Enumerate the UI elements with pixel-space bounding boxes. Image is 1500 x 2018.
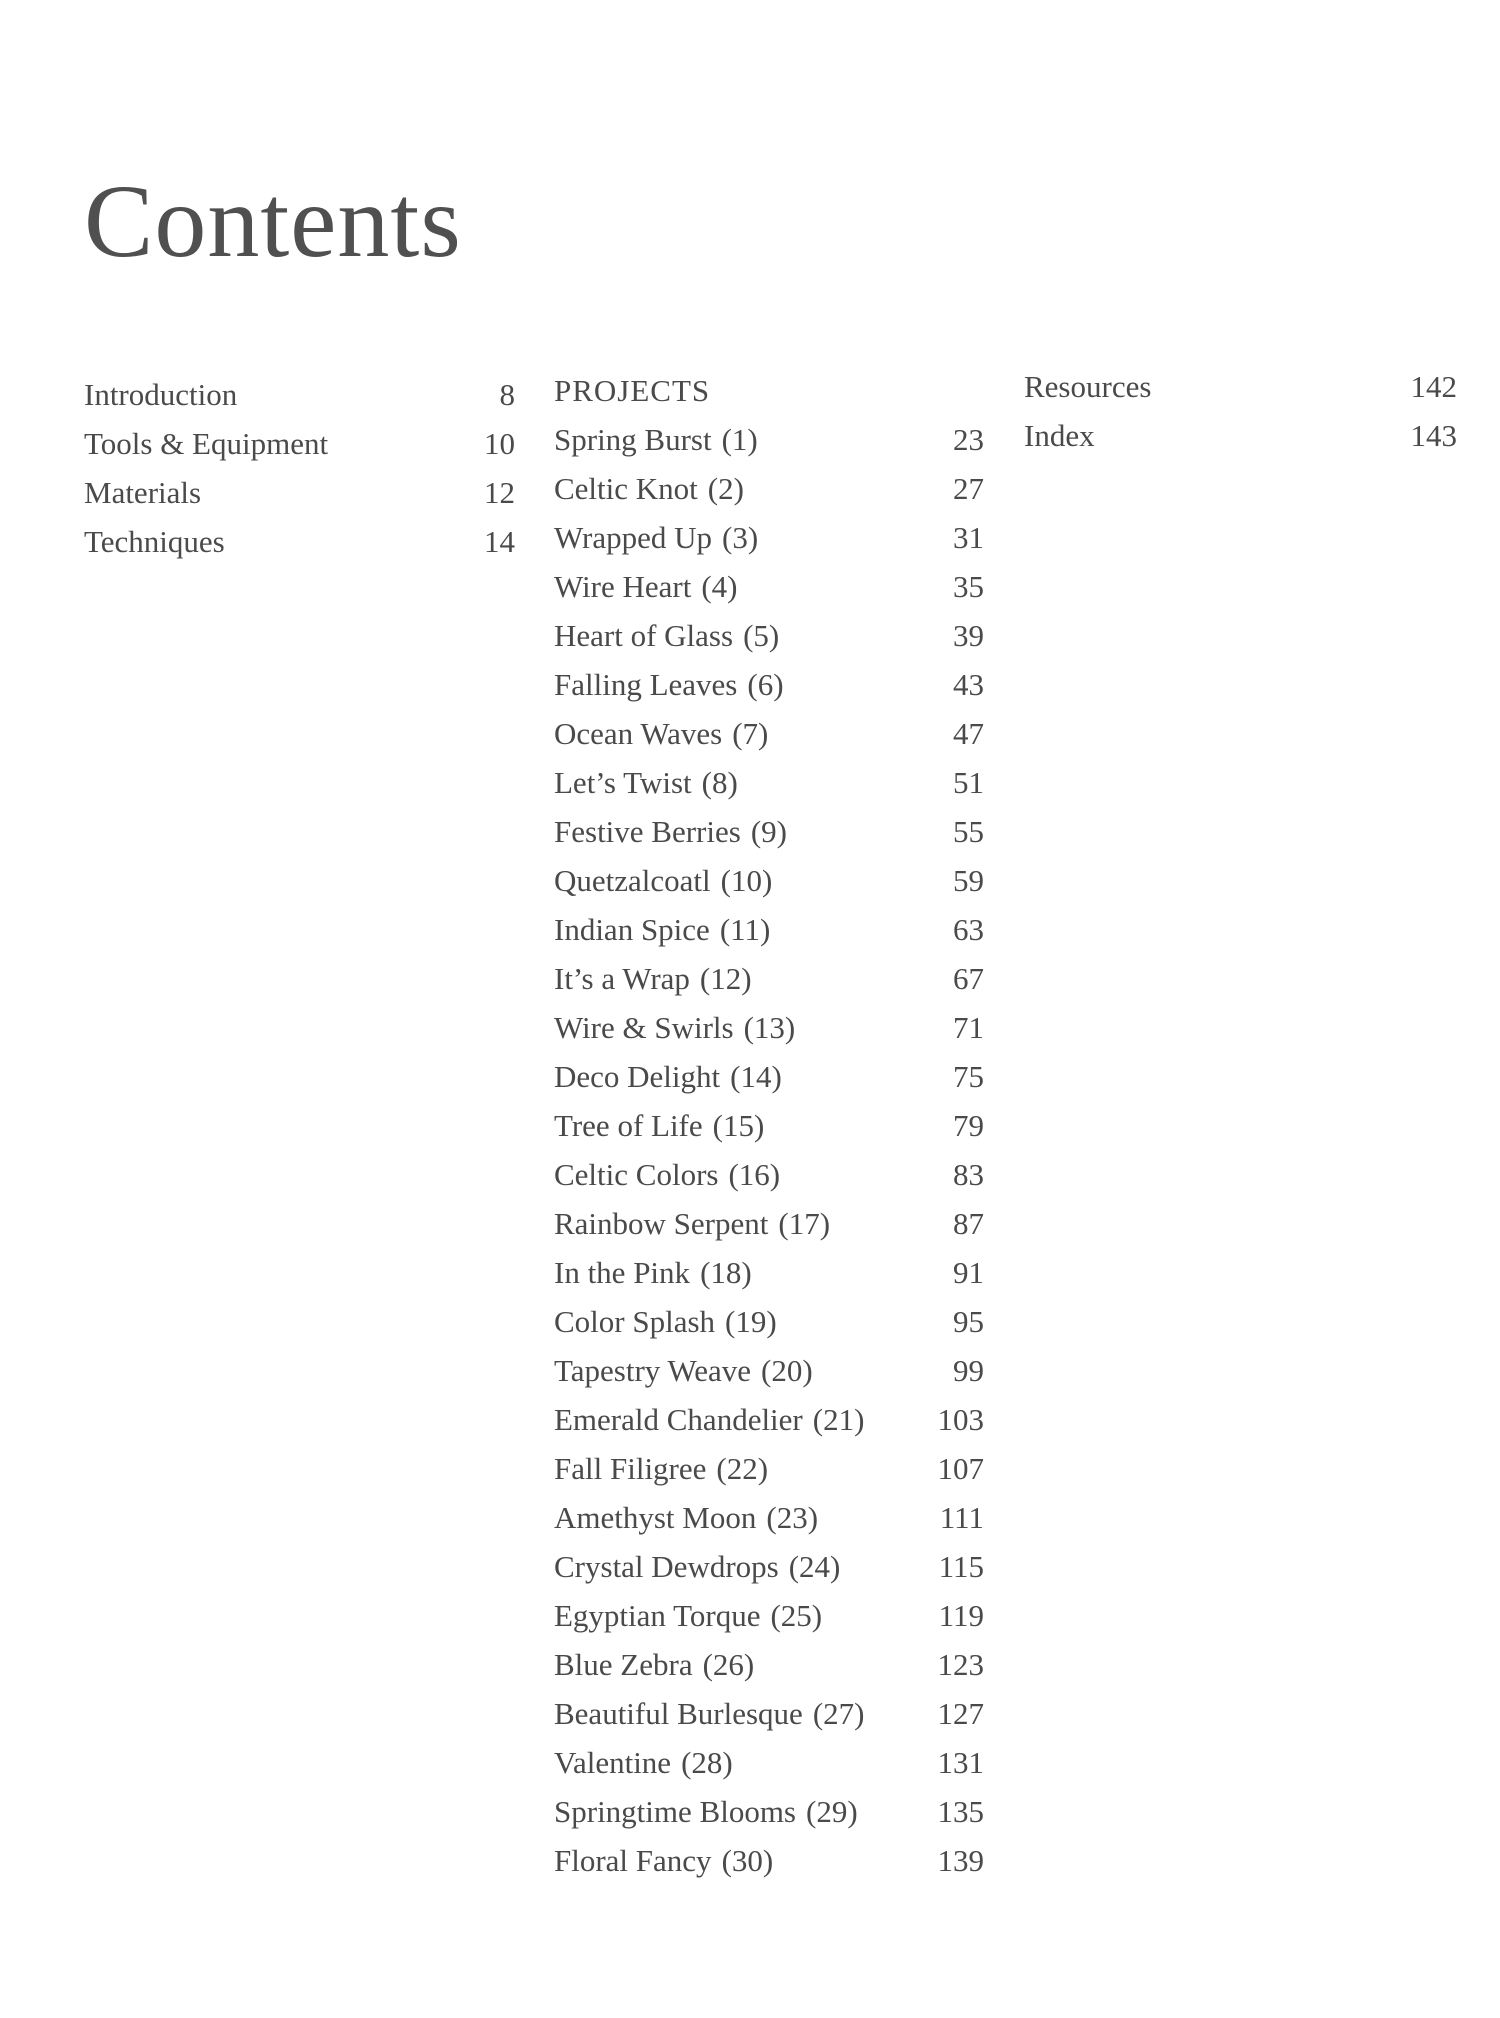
toc-entry-title [554, 513, 758, 562]
toc-entry[interactable] [554, 1003, 984, 1052]
toc-entry[interactable] [554, 1591, 984, 1640]
page-number: 63 [953, 912, 984, 947]
page-number: 12 [484, 475, 515, 510]
project-number: (12) [699, 961, 752, 996]
toc-entry[interactable] [554, 1346, 984, 1395]
toc-entry[interactable] [554, 758, 984, 807]
front-matter-list [84, 370, 515, 566]
toc-entry-title [554, 807, 787, 856]
toc-entry-label: Rainbow Serpent [554, 1206, 769, 1241]
toc-entry-title [554, 1640, 754, 1689]
back-matter-list [1024, 362, 1457, 460]
project-number: (10) [720, 863, 773, 898]
toc-entry[interactable] [554, 1787, 984, 1836]
page-number: 115 [938, 1549, 984, 1584]
toc-entry[interactable] [554, 562, 984, 611]
project-number: (14) [730, 1059, 782, 1094]
page-number: 14 [484, 524, 515, 559]
toc-entry-title [554, 1689, 864, 1738]
toc-entry-label: Wrapped Up [554, 520, 712, 555]
page-number: 27 [953, 471, 984, 506]
toc-entry[interactable] [84, 468, 515, 517]
toc-entry[interactable] [554, 611, 984, 660]
toc-entry-label: Indian Spice [554, 912, 710, 947]
toc-entry-title [554, 1150, 780, 1199]
toc-entry[interactable] [554, 1640, 984, 1689]
toc-entry[interactable] [554, 415, 984, 464]
toc-entry-title [554, 1591, 822, 1640]
project-number: (25) [770, 1598, 823, 1633]
toc-entry-title [554, 856, 772, 905]
page-number: 23 [953, 422, 984, 457]
page-number: 91 [953, 1255, 984, 1290]
toc-entry-label: Celtic Knot [554, 471, 698, 506]
projects-list [554, 366, 984, 1885]
project-number: (8) [701, 765, 738, 800]
project-number: (13) [743, 1010, 796, 1045]
project-number: (19) [725, 1304, 777, 1339]
page-number: 99 [953, 1353, 984, 1388]
toc-entry-title [554, 1395, 864, 1444]
page-number: 142 [1410, 369, 1457, 404]
page-number: 139 [937, 1843, 984, 1878]
page-number: 71 [953, 1010, 984, 1045]
toc-entry[interactable] [1024, 362, 1457, 411]
toc-entry-label: Blue Zebra [554, 1647, 693, 1682]
page-number: 35 [953, 569, 984, 604]
project-number: (2) [707, 471, 744, 506]
toc-entry-title [554, 562, 737, 611]
toc-entry-title [554, 1542, 840, 1591]
toc-entry-title [554, 1346, 813, 1395]
page-number: 119 [938, 1598, 984, 1633]
toc-entry[interactable] [554, 1101, 984, 1150]
toc-entry-label: Floral Fancy [554, 1843, 712, 1878]
toc-entry-label: Index [1024, 418, 1095, 453]
project-number: (18) [700, 1255, 752, 1290]
toc-entry-label: Quetzalcoatl [554, 863, 711, 898]
page-number: 107 [937, 1451, 984, 1486]
toc-entry[interactable] [84, 419, 515, 468]
toc-entry-label: Egyptian Torque [554, 1598, 761, 1633]
toc-entry[interactable] [554, 1836, 984, 1885]
project-number: (24) [788, 1549, 841, 1584]
project-number: (22) [716, 1451, 769, 1486]
page-number: 67 [953, 961, 984, 996]
toc-entry-title [554, 660, 784, 709]
toc-entry-label: Springtime Blooms [554, 1794, 796, 1829]
toc-entry-title [554, 415, 758, 464]
toc-entry[interactable] [554, 1199, 984, 1248]
toc-entry-title [84, 370, 237, 419]
toc-entry-label: Falling Leaves [554, 667, 738, 702]
toc-entry[interactable] [554, 954, 984, 1003]
page-number: 43 [953, 667, 984, 702]
page-number: 87 [953, 1206, 984, 1241]
page-number: 83 [953, 1157, 984, 1192]
page-number: 111 [939, 1500, 984, 1535]
toc-entry[interactable] [554, 1150, 984, 1199]
toc-entry-label: Tools & Equipment [84, 426, 329, 461]
page-number: 75 [953, 1059, 984, 1094]
toc-entry-label: Celtic Colors [554, 1157, 719, 1192]
toc-entry-title [554, 1738, 733, 1787]
toc-entry-title [554, 954, 752, 1003]
toc-entry[interactable] [554, 513, 984, 562]
toc-entry-label: Wire & Swirls [554, 1010, 734, 1045]
page-number: 51 [953, 765, 984, 800]
toc-entry-title [554, 1248, 752, 1297]
toc-entry-title [1024, 411, 1095, 460]
toc-entry-title [554, 1052, 782, 1101]
project-number: (30) [721, 1843, 774, 1878]
toc-entry-label: Techniques [84, 524, 225, 559]
toc-entry-title [554, 1444, 768, 1493]
project-number: (23) [766, 1500, 819, 1535]
project-number: (7) [732, 716, 769, 751]
toc-entry[interactable] [554, 709, 984, 758]
project-number: (5) [743, 618, 780, 653]
page-number: 131 [937, 1745, 984, 1780]
toc-entry-label: Introduction [84, 377, 238, 412]
project-number: (20) [761, 1353, 813, 1388]
project-number: (3) [722, 520, 759, 555]
toc-entry[interactable] [554, 1395, 984, 1444]
toc-entry-title [554, 1101, 764, 1150]
page-number: 8 [499, 377, 515, 412]
project-number: (9) [750, 814, 787, 849]
toc-entry-title [84, 419, 328, 468]
toc-entry-title [554, 1836, 773, 1885]
project-number: (28) [681, 1745, 733, 1780]
toc-entry-title [554, 758, 738, 807]
page-number: 31 [953, 520, 984, 555]
page-number: 143 [1410, 418, 1457, 453]
toc-entry[interactable] [554, 1444, 984, 1493]
toc-entry-title [84, 517, 225, 566]
toc-entry-label: Emerald Chandelier [554, 1402, 803, 1437]
toc-entry-label: It’s a Wrap [554, 961, 690, 996]
toc-entry[interactable] [554, 1738, 984, 1787]
toc-entry-label: Valentine [554, 1745, 672, 1780]
toc-entry[interactable] [554, 1542, 984, 1591]
toc-entry[interactable] [554, 1052, 984, 1101]
toc-entry-label: Fall Filigree [554, 1451, 707, 1486]
toc-entry-title [554, 1003, 795, 1052]
project-number: (26) [702, 1647, 755, 1682]
toc-entry-title [554, 1787, 858, 1836]
project-number: (29) [806, 1794, 858, 1829]
toc-entry[interactable] [554, 905, 984, 954]
toc-entry[interactable] [554, 1297, 984, 1346]
project-number: (1) [721, 422, 758, 457]
toc-entry[interactable] [1024, 411, 1457, 460]
projects-heading-row [554, 366, 984, 415]
toc-entry-title [554, 1493, 818, 1542]
page-title: Contents [84, 163, 462, 279]
toc-entry-title [554, 709, 768, 758]
toc-entry-label: Materials [84, 475, 202, 510]
toc-entry[interactable] [554, 807, 984, 856]
page-number: 135 [937, 1794, 984, 1829]
toc-entry-label: Crystal Dewdrops [554, 1549, 779, 1584]
project-number: (27) [812, 1696, 865, 1731]
toc-entry-title [554, 905, 770, 954]
project-number: (4) [701, 569, 738, 604]
toc-entry-title [554, 464, 744, 513]
toc-entry[interactable] [554, 660, 984, 709]
page-number: 39 [953, 618, 984, 653]
toc-entry-title [1024, 362, 1151, 411]
page-number: 95 [953, 1304, 984, 1339]
project-number: (11) [719, 912, 771, 947]
project-number: (6) [747, 667, 784, 702]
page-number: 123 [937, 1647, 984, 1682]
toc-entry-label: Ocean Waves [554, 716, 723, 751]
toc-entry-label: Spring Burst [554, 422, 712, 457]
project-number: (15) [712, 1108, 765, 1143]
project-number: (17) [778, 1206, 831, 1241]
page-number: 10 [484, 426, 515, 461]
page-number: 59 [953, 863, 984, 898]
toc-entry[interactable] [554, 856, 984, 905]
page-number: 103 [937, 1402, 984, 1437]
toc-entry-label: Festive Berries [554, 814, 741, 849]
toc-entry-label: Deco Delight [554, 1059, 721, 1094]
toc-entry-label: Beautiful Burlesque [554, 1696, 803, 1731]
toc-entry[interactable] [84, 517, 515, 566]
toc-entry-label: Resources [1024, 369, 1152, 404]
toc-entry-label: Wire Heart [554, 569, 692, 604]
toc-entry[interactable] [84, 370, 515, 419]
toc-entry-label: Let’s Twist [554, 765, 692, 800]
project-number: (16) [728, 1157, 781, 1192]
page-number: 55 [953, 814, 984, 849]
toc-entry-title [554, 1297, 777, 1346]
toc-entry-label: Color Splash [554, 1304, 716, 1339]
toc-entry-label: In the Pink [554, 1255, 691, 1290]
toc-entry-title [84, 468, 201, 517]
projects-heading: PROJECTS [554, 373, 711, 408]
toc-entry-title [554, 611, 779, 660]
toc-entry[interactable] [554, 1248, 984, 1297]
toc-entry-label: Tree of Life [554, 1108, 703, 1143]
toc-entry-label: Tapestry Weave [554, 1353, 752, 1388]
page-number: 47 [953, 716, 984, 751]
toc-entry[interactable] [554, 464, 984, 513]
toc-entry[interactable] [554, 1493, 984, 1542]
page-number: 127 [937, 1696, 984, 1731]
page-number: 79 [953, 1108, 984, 1143]
toc-entry-title [554, 1199, 830, 1248]
toc-entry-label: Amethyst Moon [554, 1500, 757, 1535]
toc-entry-label: Heart of Glass [554, 618, 734, 653]
toc-entry[interactable] [554, 1689, 984, 1738]
project-number: (21) [812, 1402, 865, 1437]
